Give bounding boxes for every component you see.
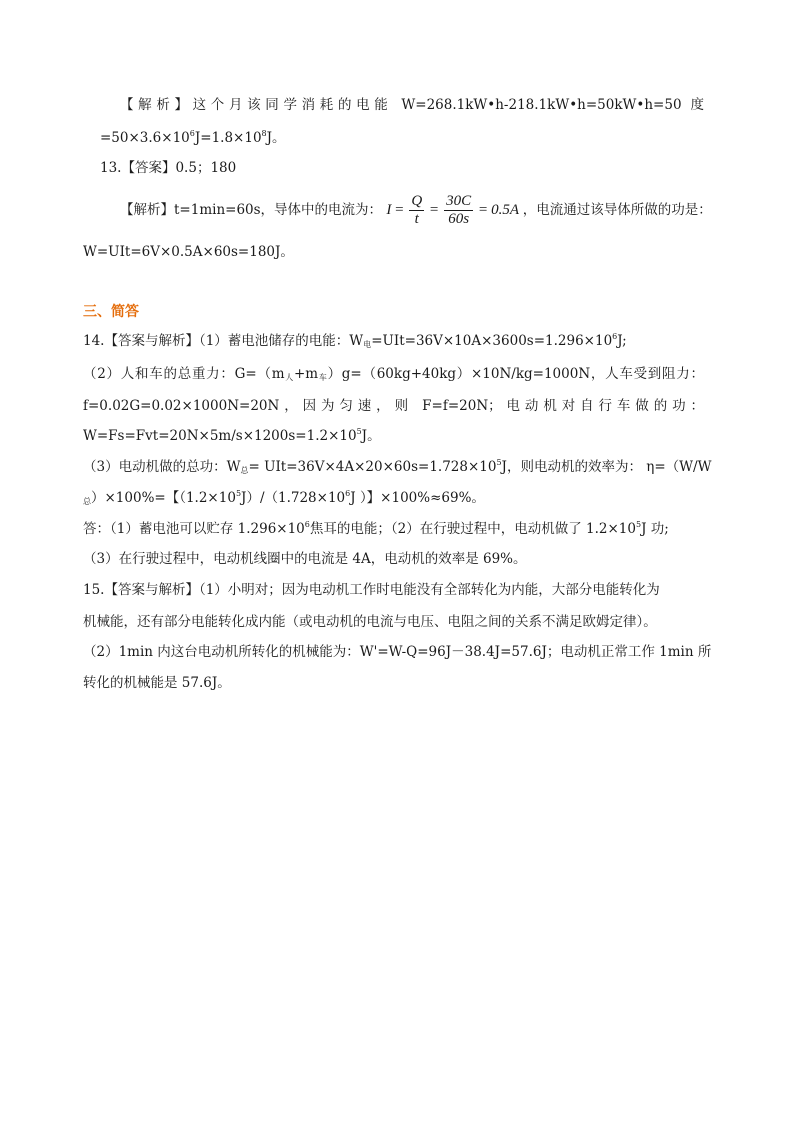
q14-l1-b: =UIt=36V×10A×3600s=1.296×10 — [371, 333, 613, 349]
q14-l4-a: W=Fs=Fvt=20N×5m/s×1200s=1.2×10 — [83, 428, 357, 444]
q14-l6-b: J）/（1.728×10 — [241, 490, 346, 506]
q14-line1 — [83, 331, 627, 351]
q12-line2-exp1: 6 — [189, 129, 195, 138]
q13-work-line: W=UIt=6V×0.5A×60s=180J。 — [83, 244, 294, 260]
section-title: 三、简答 — [83, 304, 139, 320]
q14-l5-c: J，则电动机的效率为： η=（W/W — [501, 459, 712, 475]
q13-answer: 13.【答案】0.5；180 — [100, 160, 237, 176]
q13-expl-suffix: ，电流通过该导体所做的功是： — [522, 202, 712, 218]
q14-line4 — [83, 426, 381, 446]
q14-l5-a: （3）电动机做的总功：W — [83, 459, 241, 475]
q14-line5 — [83, 457, 711, 477]
q12-line2-part-a: =50×3.6×10 — [100, 130, 190, 146]
eq-numerator-30c: 30C — [446, 193, 472, 210]
q14-l6-sup2: 6 — [345, 489, 351, 498]
q14-l6-c: J ）】×100%≈69%。 — [350, 490, 485, 506]
q14-l7-c: J 功; — [641, 521, 669, 537]
q14-l6-sub: 总 — [83, 497, 91, 506]
eq-numerator-q: Q — [411, 193, 423, 210]
q12-explanation-line1: 【解析】这个月该同学消耗的电能 W=268.1kW•h-218.1kW•h=50kW•h=50 度 — [120, 97, 704, 113]
eq-current-symbol: I — [386, 202, 392, 218]
q14-l1-sub: 电 — [363, 340, 372, 349]
q14-l2-a: （2）人和车的总重力：G=（m — [83, 366, 285, 382]
q14-line3: f=0.02G=0.02×1000N=20N，因为匀速，则 F=f=20N；电动机对自行车做的功： — [83, 398, 704, 414]
q14-l1-c: J; — [617, 333, 627, 349]
q14-l7-b: 焦耳的电能；（2）在行驶过程中，电动机做了 1.2×10 — [309, 521, 636, 537]
q14-l5-sub: 总 — [240, 466, 249, 475]
q14-l7-sup2: 5 — [635, 520, 642, 529]
q14-l5-sup: 5 — [496, 458, 502, 467]
q12-line2-part-b: J=1.8×10 — [194, 130, 262, 146]
q14-l7-a: 答：（1）蓄电池可以贮存 1.296×10 — [83, 521, 305, 537]
q13-explanation-line — [120, 190, 712, 230]
eq-denominator-60s: 60s — [448, 211, 470, 228]
q15-line3: （2）1min 内这台电动机所转化的机械能为：W'=W-Q=96J－38.4J=57.6J；电动机正常工作 1min 所 — [83, 644, 712, 660]
eq-fraction-q-over-t — [409, 193, 424, 228]
q15-line2: 机械能，还有部分电能转化成内能（或电动机的电流与电压、电阻之间的关系不满足欧姆定律）。 — [83, 614, 657, 630]
q14-l6-a: ）×100%=【（1.2×10 — [91, 490, 236, 506]
q14-line6 — [83, 488, 485, 508]
q14-l4-sup: 5 — [356, 427, 362, 436]
q14-l2-c: ）g=（60kg+40kg）×10N/kg=1000N，人车受到阻力： — [327, 366, 704, 382]
q15-line4: 转化的机械能是 57.6J。 — [83, 675, 231, 691]
q14-l7-sup1: 6 — [304, 520, 310, 529]
q12-line2-exp2: 8 — [261, 129, 267, 138]
eq-denominator-t: t — [414, 211, 419, 228]
eq-fraction-values — [444, 193, 473, 228]
q14-l2-sub2: 车 — [318, 373, 328, 382]
eq-result: 0.5A — [491, 202, 520, 218]
q14-l6-sup1: 5 — [235, 489, 242, 498]
q12-explanation-line2 — [100, 128, 286, 148]
q14-line2 — [83, 364, 704, 384]
q14-l5-b: = UIt=36V×4A×20×60s=1.728×10 — [248, 459, 497, 475]
q13-equation: I = $\frac{Q}{t}$ = $\frac{30C}{60s}$ = 0.5A — [386, 193, 520, 228]
q14-l2-sub1: 人 — [284, 373, 294, 382]
q14-line7 — [83, 519, 669, 539]
q15-line1: 15.【答案与解析】（1）小明对；因为电动机工作时电能没有全部转化为内能，大部分电能转化为 — [83, 582, 660, 598]
q14-l4-b: J。 — [361, 428, 381, 444]
q14-l1-sup: 6 — [612, 332, 618, 341]
q14-line8: （3）在行驶过程中，电动机线圈中的电流是 4A，电动机的效率是 69%。 — [83, 551, 527, 567]
q12-line2-part-c: J。 — [266, 130, 286, 146]
q14-l2-b: +m — [293, 366, 319, 382]
q14-l1-a: 14.【答案与解析】（1）蓄电池储存的电能：W — [83, 333, 364, 349]
q13-expl-prefix: 【解析】t=1min=60s，导体中的电流为： — [120, 202, 383, 218]
